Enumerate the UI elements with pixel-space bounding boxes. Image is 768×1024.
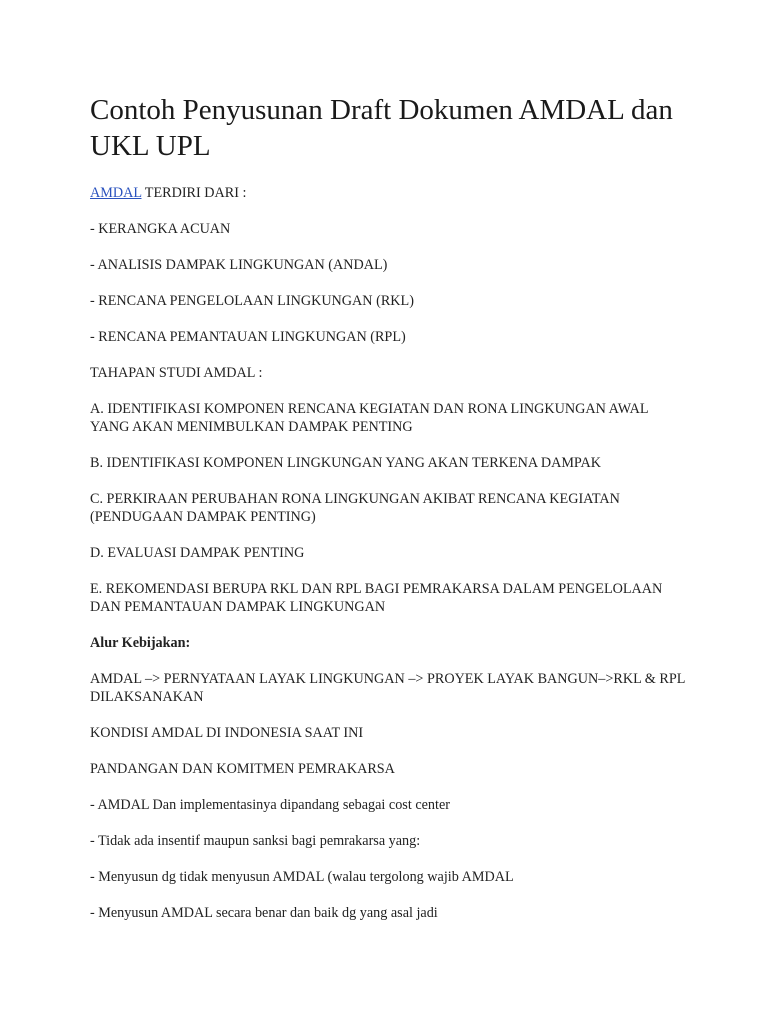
intro-text: TERDIRI DARI :	[141, 185, 247, 201]
list-item-rpl: - RENCANA PEMANTAUAN LINGKUNGAN (RPL)	[90, 329, 406, 345]
list-item-cost-center: - AMDAL Dan implementasinya dipandang sebagai cost center	[90, 797, 450, 813]
section-heading-kondisi: KONDISI AMDAL DI INDONESIA SAAT INI	[90, 725, 364, 741]
section-heading-alur: Alur Kebijakan:	[90, 635, 191, 651]
list-item-menyusun-2: - Menyusun AMDAL secara benar dan baik dg yang asal jadi	[90, 905, 438, 921]
alur-flow: AMDAL –> PERNYATAAN LAYAK LINGKUNGAN –> PROYEK LAYAK BANGUN–>RKL & RPL DILAKSANAKAN	[90, 671, 685, 705]
amdal-link[interactable]: AMDAL	[90, 185, 142, 201]
list-item-rkl: - RENCANA PENGELOLAAN LINGKUNGAN (RKL)	[90, 293, 414, 309]
step-e: E. REKOMENDASI BERUPA RKL DAN RPL BAGI PEMRAKARSA DALAM PENGELOLAAN DAN PEMANTAUAN DAMPAK LINGKUNGAN	[90, 581, 663, 615]
step-c: C. PERKIRAAN PERUBAHAN RONA LINGKUNGAN AKIBAT RENCANA KEGIATAN (PENDUGAAN DAMPAK PENTING)	[90, 491, 620, 525]
list-item-kerangka-acuan: - KERANGKA ACUAN	[90, 221, 231, 237]
step-d: D. EVALUASI DAMPAK PENTING	[90, 545, 305, 561]
section-heading-pandangan: PANDANGAN DAN KOMITMEN PEMRAKARSA	[90, 761, 395, 777]
list-item-insentif: - Tidak ada insentif maupun sanksi bagi pemrakarsa yang:	[90, 833, 421, 849]
step-b: B. IDENTIFIKASI KOMPONEN LINGKUNGAN YANG AKAN TERKENA DAMPAK	[90, 455, 602, 471]
section-heading-tahapan: TAHAPAN STUDI AMDAL :	[90, 365, 263, 381]
document-title: Contoh Penyusunan Draft Dokumen AMDAL dan UKL UPL	[90, 94, 673, 162]
intro-paragraph	[90, 184, 690, 202]
step-a: A. IDENTIFIKASI KOMPONEN RENCANA KEGIATAN DAN RONA LINGKUNGAN AWAL YANG AKAN MENIMBULKAN DAMPAK PENTING	[90, 401, 648, 435]
document-page	[90, 92, 690, 940]
list-item-andal: - ANALISIS DAMPAK LINGKUNGAN (ANDAL)	[90, 257, 388, 273]
list-item-menyusun-1: - Menyusun dg tidak menyusun AMDAL (walau tergolong wajib AMDAL	[90, 869, 514, 885]
